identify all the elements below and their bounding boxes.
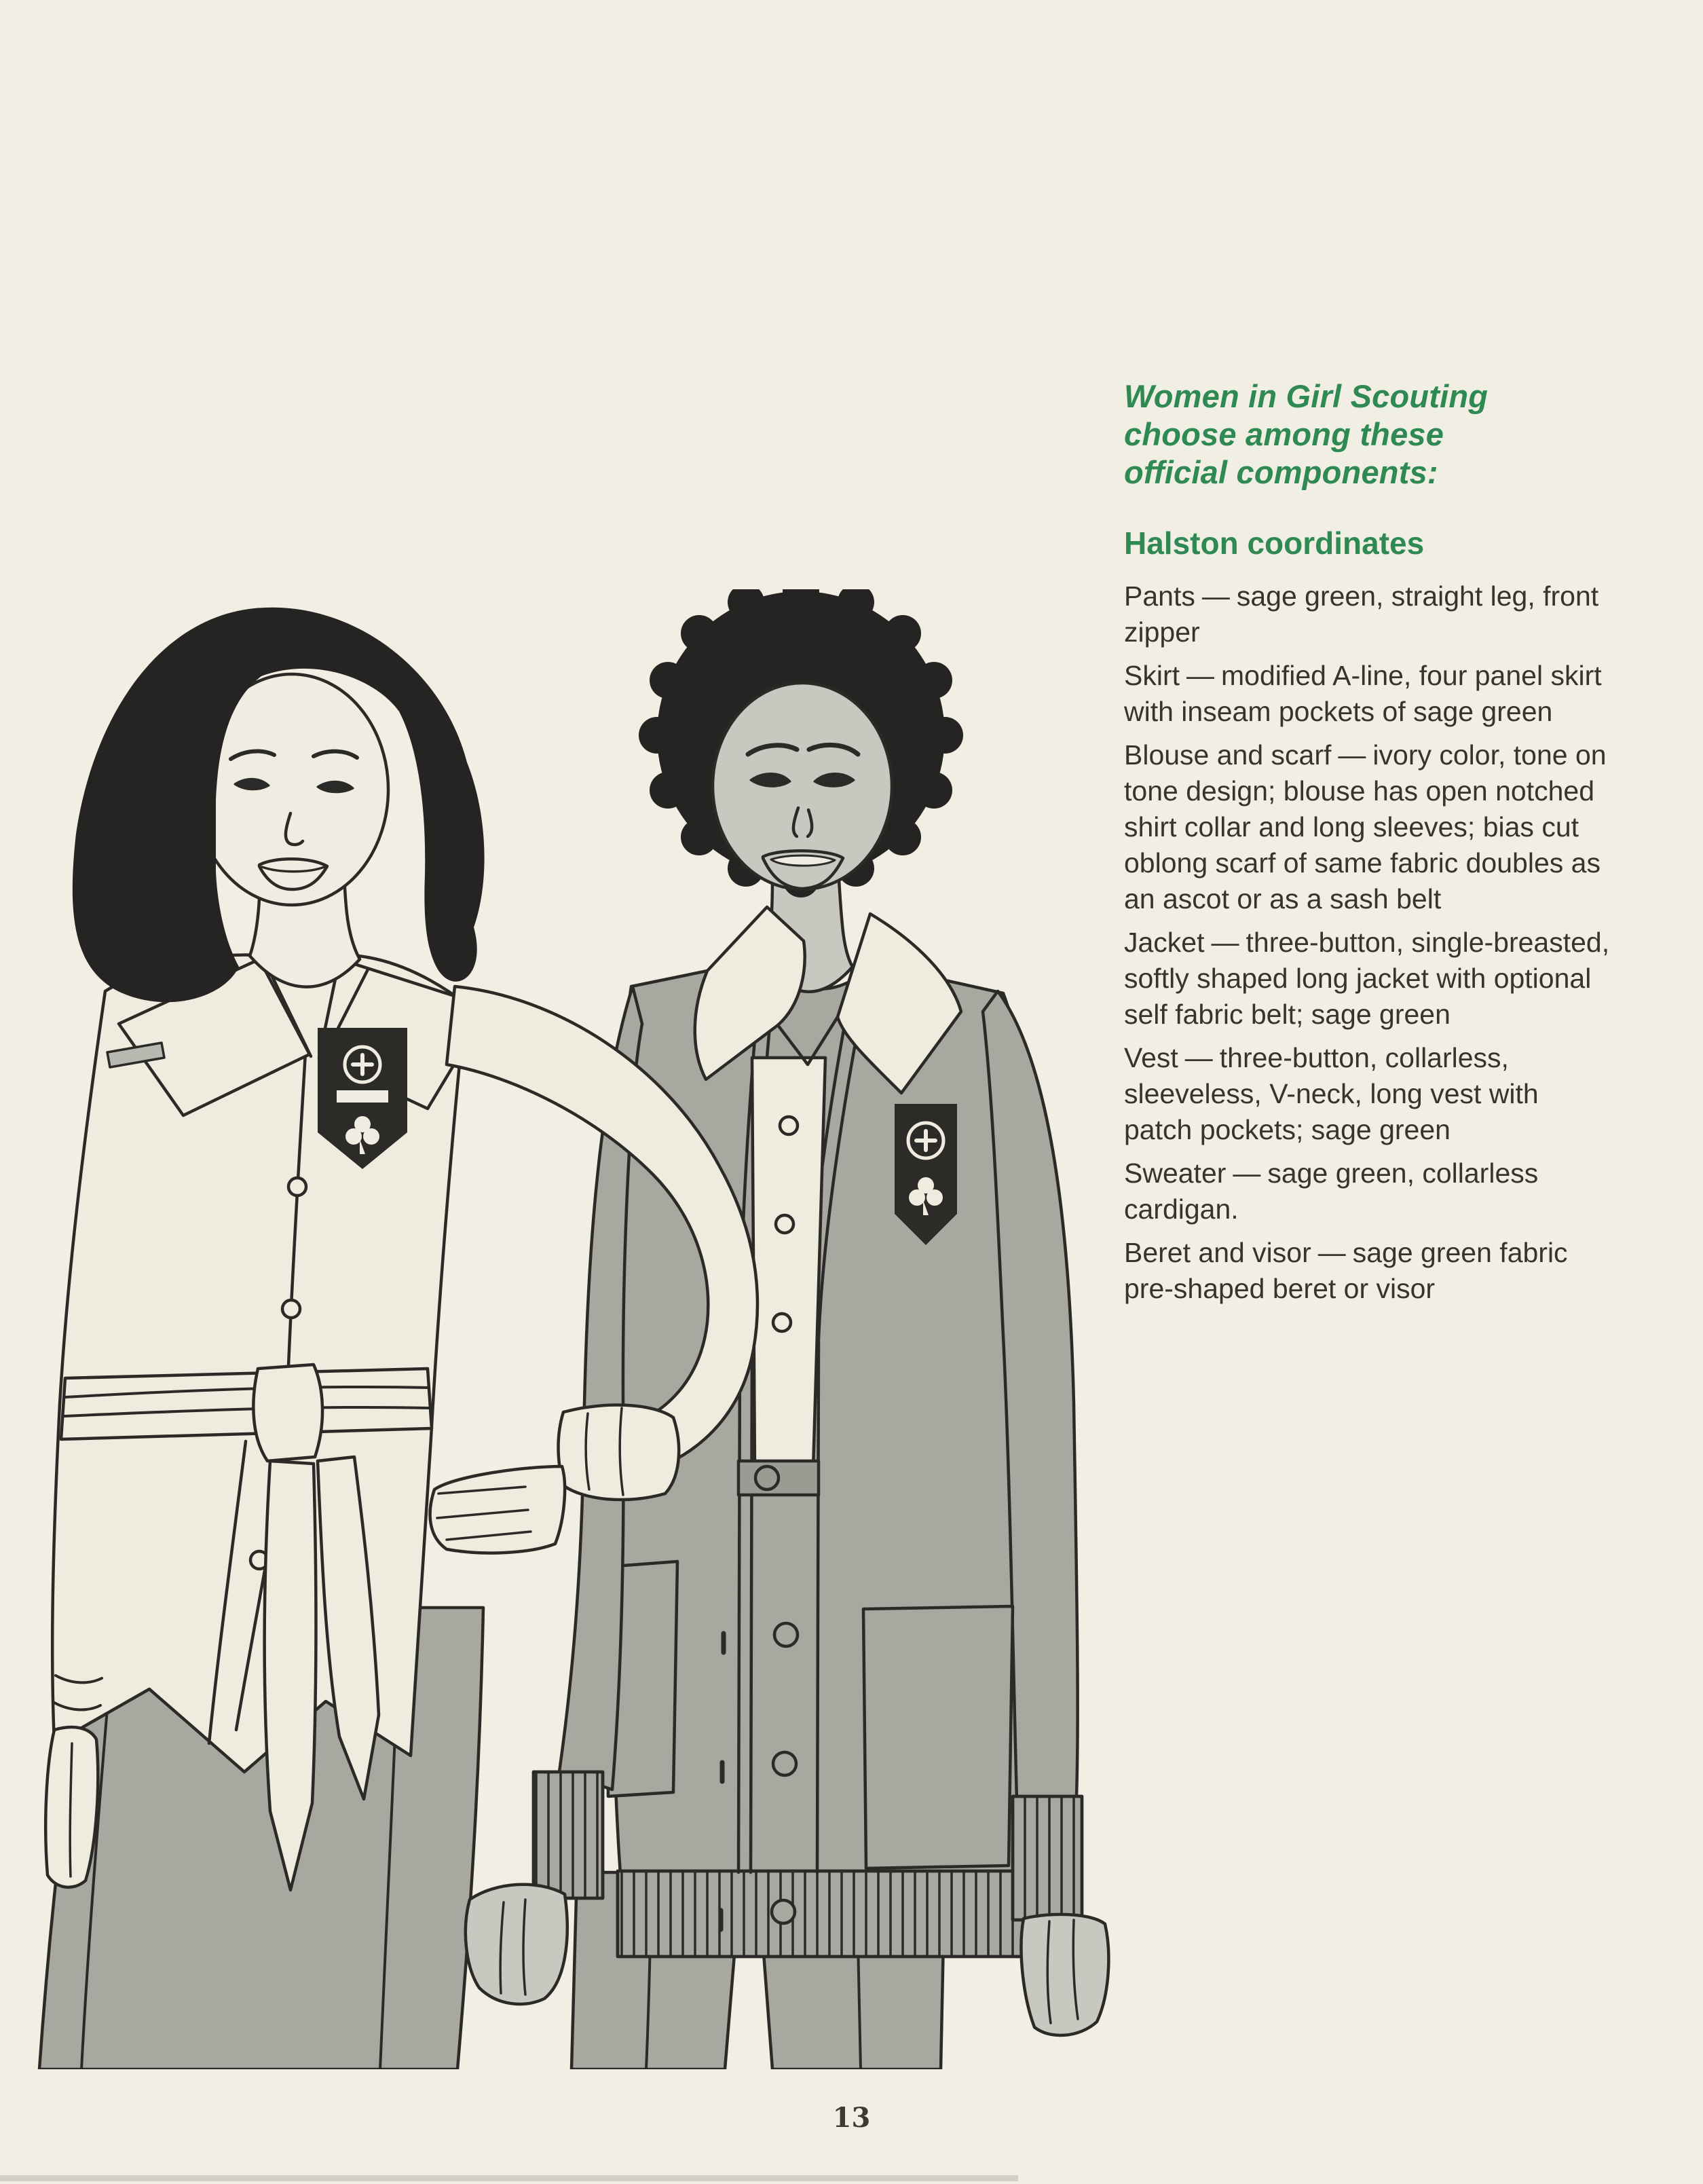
jacket-button	[282, 1300, 300, 1318]
right-woman-right-hand	[466, 1885, 567, 2004]
item-description: sage green, collarless cardigan.	[1124, 1158, 1539, 1225]
item-separator: —	[1201, 580, 1230, 612]
item-name: Sweater	[1124, 1158, 1227, 1189]
item-name: Beret and visor	[1124, 1237, 1311, 1268]
page-number: 13	[832, 2102, 871, 2134]
blouse-button	[780, 1117, 798, 1134]
uniform-illustration	[20, 589, 1127, 2069]
uniform-items-list	[1124, 578, 1613, 1307]
intro-heading-line: Women in Girl Scouting	[1124, 378, 1489, 414]
item-separator: —	[1184, 1042, 1213, 1073]
item-description: modified A-line, four panel skirt with inseam pockets of sage green	[1124, 660, 1602, 727]
item-description: three-button, collarless, sleeveless, V-neck, long vest with patch pockets; sage green	[1124, 1042, 1539, 1145]
intro-heading-line: choose among these	[1124, 416, 1444, 452]
item-separator: —	[1317, 1237, 1346, 1268]
item-description: sage green, straight leg, front zipper	[1124, 580, 1599, 648]
item-name: Vest	[1124, 1042, 1178, 1073]
item-name: Skirt	[1124, 660, 1180, 691]
item-name: Pants	[1124, 580, 1195, 612]
intro-heading-line: official components:	[1124, 454, 1438, 490]
cardigan-pocket-right	[863, 1606, 1013, 1868]
teeth	[771, 855, 835, 866]
item-separator: —	[1233, 1158, 1261, 1189]
section-heading-halston-coordinates: Halston coordinates	[1124, 525, 1425, 561]
cardigan-button	[774, 1623, 798, 1646]
cardigan-button	[773, 1752, 796, 1775]
item-description: three-button, single-breasted, softly shaped long jacket with optional self fabric belt; sage green	[1124, 927, 1610, 1030]
item-description: ivory color, tone on tone design; blouse has open notched shirt collar and long sleeves; bias cut oblong scarf of same fabric doubles as an ascot or as a sash belt	[1124, 739, 1607, 914]
intro-heading	[1124, 377, 1613, 492]
figure-right-woman	[559, 589, 1108, 2069]
uniform-item-vest	[1124, 1040, 1613, 1148]
uniform-item-sweater	[1124, 1155, 1613, 1227]
uniform-item-pants	[1124, 578, 1613, 650]
blouse-button	[776, 1215, 793, 1233]
blouse-button	[773, 1314, 791, 1331]
cardigan-button	[772, 1900, 795, 1923]
jacket-button	[288, 1178, 306, 1196]
item-name: Blouse and scarf	[1124, 739, 1332, 771]
uniform-item-beret-and-visor	[1124, 1235, 1613, 1307]
scan-edge-artifact	[0, 2175, 1018, 2181]
insignia-bar	[337, 1090, 388, 1103]
right-woman-face	[713, 683, 892, 889]
item-separator: —	[1211, 927, 1239, 958]
sleeve-cuff	[559, 1405, 679, 1500]
uniform-item-skirt	[1124, 658, 1613, 730]
uniform-components-column	[1124, 377, 1613, 1314]
uniform-item-blouse-and-scarf	[1124, 737, 1613, 917]
item-separator: —	[1186, 660, 1214, 691]
pants-belt	[738, 1461, 819, 1495]
item-name: Jacket	[1124, 927, 1205, 958]
right-woman-left-hand	[1022, 1914, 1109, 2035]
item-separator: —	[1338, 739, 1366, 771]
item-description: sage green fabric pre-shaped beret or visor	[1124, 1237, 1568, 1304]
uniform-item-jacket	[1124, 925, 1613, 1033]
sash-knot	[253, 1365, 322, 1461]
